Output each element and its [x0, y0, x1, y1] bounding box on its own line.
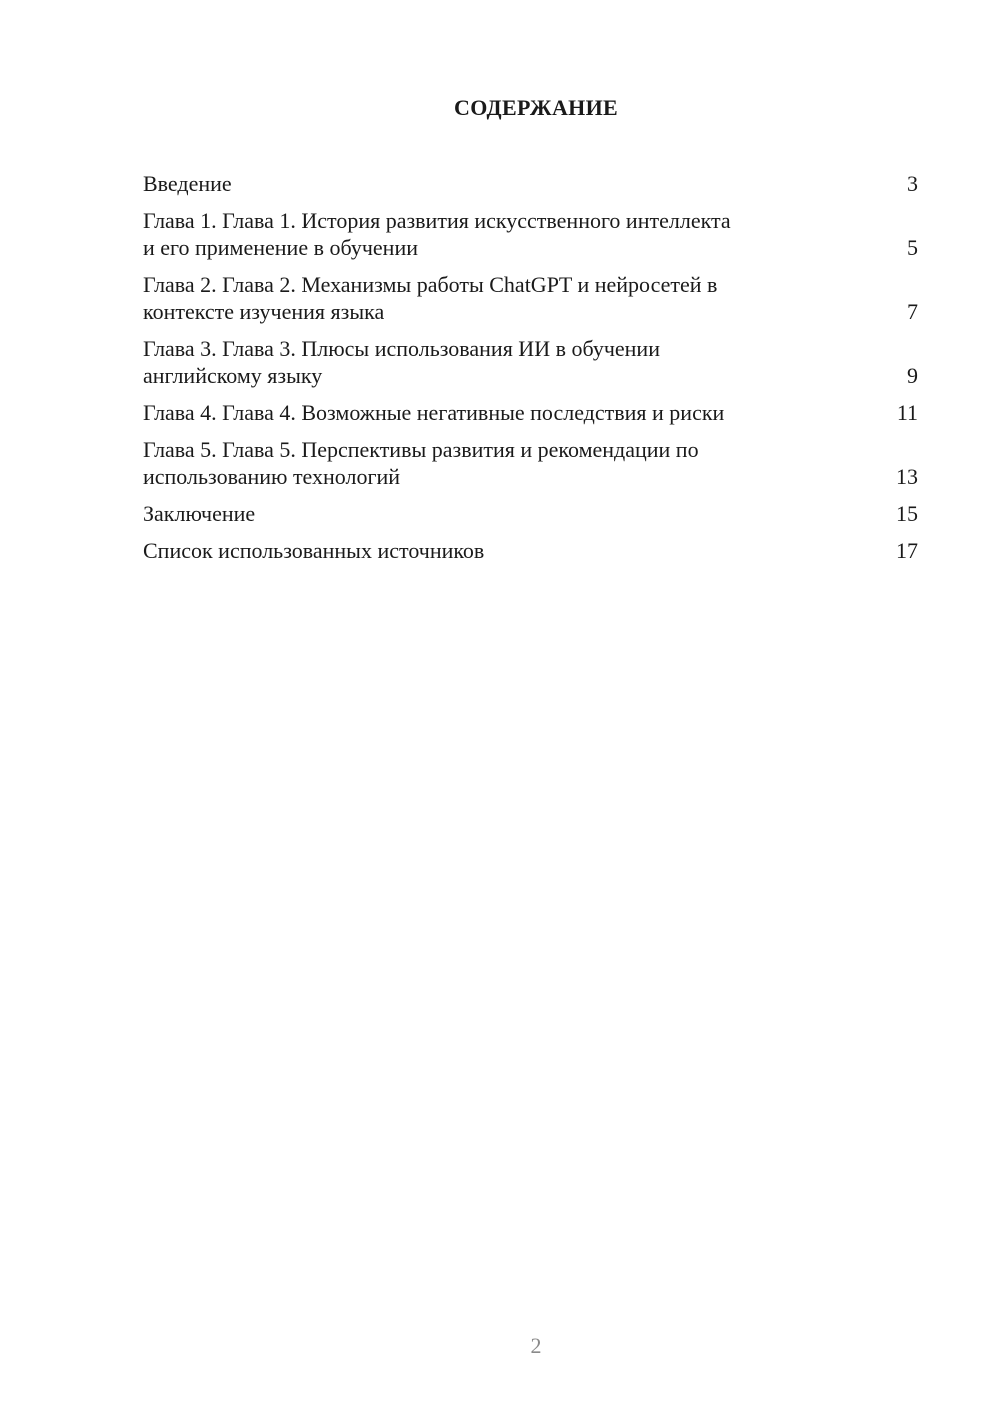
toc-entry-text: Заключение [143, 501, 256, 526]
toc-entry-page: 13 [896, 464, 918, 489]
toc-entry-references [143, 537, 918, 564]
table-of-contents [143, 170, 918, 574]
toc-entry-text: Глава 4. Глава 4. Возможные негативные последствия и риски [143, 400, 725, 425]
page-number: 2 [530, 1333, 542, 1358]
toc-entry-text: Глава 5. Глава 5. Перспективы развития и рекомендации по использованию технологий [143, 437, 699, 489]
toc-entry-page: 9 [907, 363, 918, 388]
toc-entry-chapter-5 [143, 436, 918, 490]
toc-entry-page: 15 [896, 501, 918, 526]
toc-entry-page: 11 [896, 400, 918, 425]
toc-entry-conclusion [143, 500, 918, 527]
toc-entry-text: Глава 1. Глава 1. История развития искусственного интеллекта и его применение в обучении [143, 208, 731, 260]
toc-entry-text: Введение [143, 171, 232, 196]
toc-entry-text: Глава 2. Глава 2. Механизмы работы ChatGPT и нейросетей в контексте изучения языка [143, 272, 718, 324]
toc-entry-chapter-2 [143, 271, 918, 325]
toc-entry-page: 7 [907, 299, 918, 324]
toc-entry-page: 17 [896, 538, 918, 563]
toc-entry-text: Глава 3. Глава 3. Плюсы использования ИИ в обучении английскому языку [143, 336, 660, 388]
toc-entry-introduction [143, 170, 918, 197]
toc-entry-page: 5 [907, 235, 918, 260]
toc-entry-chapter-3 [143, 335, 918, 389]
toc-entry-text: Список использованных источников [143, 538, 485, 563]
toc-entry-chapter-1 [143, 207, 918, 261]
toc-entry-chapter-4 [143, 399, 918, 426]
toc-entry-page: 3 [907, 171, 918, 196]
page-title: СОДЕРЖАНИЕ [454, 95, 618, 120]
